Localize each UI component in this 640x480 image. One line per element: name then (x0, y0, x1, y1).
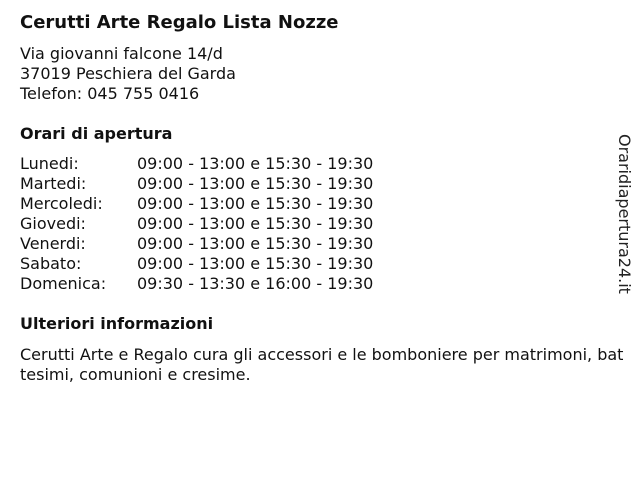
address-city: 37019 Peschiera del Garda (20, 64, 236, 83)
hours-time: 09:00 - 13:00 e 15:30 - 19:30 (137, 194, 374, 213)
hours-time: 09:00 - 13:00 e 15:30 - 19:30 (137, 234, 374, 253)
hours-row-sunday (20, 274, 440, 294)
hours-time: 09:00 - 13:00 e 15:30 - 19:30 (137, 154, 374, 173)
hours-row-tuesday (20, 174, 440, 194)
hours-row-thursday (20, 214, 440, 234)
hours-day: Mercoledi: (20, 194, 103, 213)
address-street: Via giovanni falcone 14/d (20, 44, 223, 63)
hours-time: 09:30 - 13:30 e 16:00 - 19:30 (137, 274, 374, 293)
hours-day: Domenica: (20, 274, 107, 293)
more-info-heading: Ulteriori informazioni (20, 314, 214, 333)
hours-time: 09:00 - 13:00 e 15:30 - 19:30 (137, 214, 374, 233)
site-watermark: Oraridiapertura24.it (615, 134, 634, 294)
hours-day: Venerdi: (20, 234, 86, 253)
business-description: Cerutti Arte e Regalo cura gli accessori e le bomboniere per matrimoni, battesimi, comunioni e cresime. (20, 345, 624, 384)
hours-day: Giovedi: (20, 214, 86, 233)
hours-time: 09:00 - 13:00 e 15:30 - 19:30 (137, 174, 374, 193)
hours-day: Martedi: (20, 174, 87, 193)
hours-row-friday (20, 234, 440, 254)
hours-row-monday (20, 154, 440, 174)
hours-time: 09:00 - 13:00 e 15:30 - 19:30 (137, 254, 374, 273)
hours-day: Lunedi: (20, 154, 79, 173)
business-name: Cerutti Arte Regalo Lista Nozze (20, 12, 339, 33)
phone-number: Telefon: 045 755 0416 (20, 84, 200, 103)
hours-row-wednesday (20, 194, 440, 214)
opening-hours-table (20, 154, 440, 294)
address-block (20, 44, 236, 104)
hours-row-saturday (20, 254, 440, 274)
hours-day: Sabato: (20, 254, 82, 273)
opening-hours-heading: Orari di apertura (20, 124, 173, 143)
